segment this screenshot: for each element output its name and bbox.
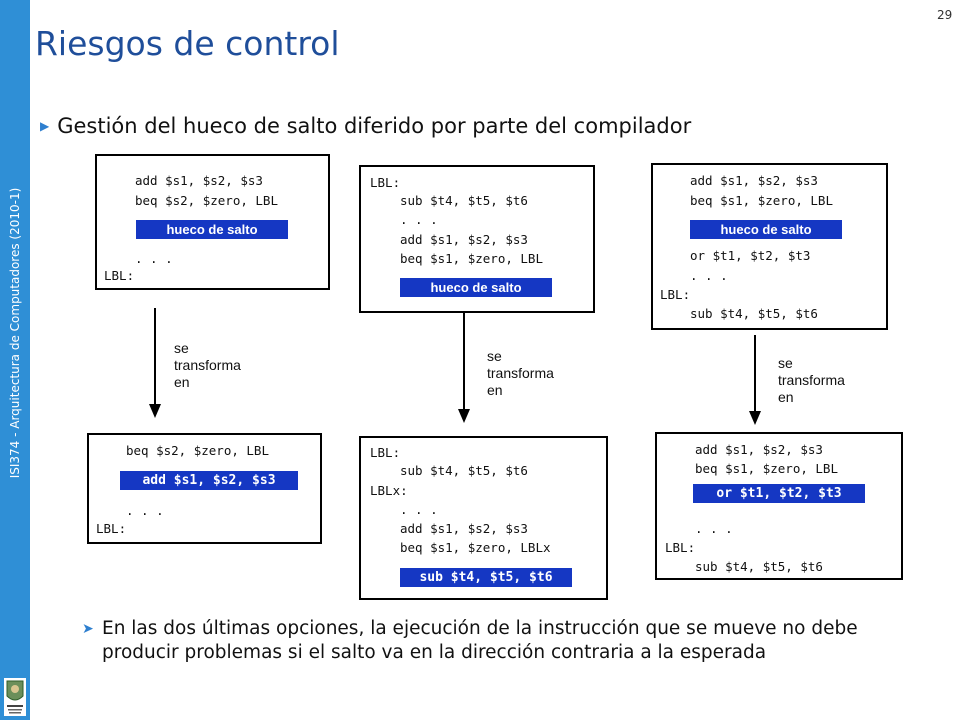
code-line: add $s1, $s2, $s3 — [400, 232, 528, 247]
moved-instruction-highlight: or $t1, $t2, $t3 — [693, 484, 865, 503]
sub-bullet-text: En las dos últimas opciones, la ejecución de la instrucción que se mueve no debe producir problemas si el salto va en la dirección contraria a la esperada — [102, 618, 858, 663]
code-line: . . . — [690, 268, 728, 283]
code-line: add $s1, $s2, $s3 — [690, 173, 818, 188]
transform-label: se transforma en — [174, 340, 241, 390]
moved-instruction-highlight: add $s1, $s2, $s3 — [120, 471, 298, 490]
code-line: LBL: — [660, 287, 691, 302]
code-line: sub $t4, $t5, $t6 — [695, 559, 823, 574]
delay-slot-highlight: hueco de salto — [400, 278, 552, 297]
chevron-right-icon: ➤ — [82, 621, 94, 637]
main-bullet — [40, 114, 691, 138]
main-bullet-text: Gestión del hueco de salto diferido por parte del compilador — [57, 114, 692, 138]
sidebar — [0, 0, 30, 720]
code-line: beq $s2, $zero, LBL — [126, 443, 269, 458]
bullet-triangle-icon: ▶ — [40, 119, 50, 133]
code-line: add $s1, $s2, $s3 — [400, 521, 528, 536]
transform-label: se transforma en — [778, 355, 845, 405]
code-line: beq $s1, $zero, LBLx — [400, 540, 551, 555]
code-line: . . . — [400, 212, 438, 227]
code-line: beq $s1, $zero, LBL — [690, 193, 833, 208]
down-arrow-icon — [148, 308, 162, 418]
code-line: sub $t4, $t5, $t6 — [690, 306, 818, 321]
code-line: . . . — [400, 502, 438, 517]
code-line: beq $s2, $zero, LBL — [135, 193, 278, 208]
university-logo-icon — [4, 678, 26, 716]
code-line: beq $s1, $zero, LBL — [400, 251, 543, 266]
code-line: . . . — [126, 503, 164, 518]
code-line: beq $s1, $zero, LBL — [695, 461, 838, 476]
moved-instruction-highlight: sub $t4, $t5, $t6 — [400, 568, 572, 587]
code-line: LBL: — [665, 540, 696, 555]
slide-title: Riesgos de control — [35, 24, 340, 63]
code-line: LBLx: — [370, 483, 408, 498]
down-arrow-icon — [457, 313, 471, 423]
code-line: LBL: — [96, 521, 127, 536]
code-line: . . . — [695, 521, 733, 536]
code-line: . . . — [135, 251, 173, 266]
code-line: LBL: — [370, 445, 401, 460]
code-line: sub $t4, $t5, $t6 — [400, 463, 528, 478]
page-number: 29 — [937, 8, 953, 22]
transform-label: se transforma en — [487, 348, 554, 398]
code-line: add $s1, $s2, $s3 — [135, 173, 263, 188]
course-label: ISI374 - Arquitectura de Computadores (2010-1) — [8, 187, 22, 479]
code-line: LBL: — [370, 175, 401, 190]
delay-slot-highlight: hueco de salto — [136, 220, 288, 239]
code-line: sub $t4, $t5, $t6 — [400, 193, 528, 208]
code-line: LBL: — [104, 268, 135, 283]
code-line: or $t1, $t2, $t3 — [690, 248, 811, 263]
delay-slot-highlight: hueco de salto — [690, 220, 842, 239]
code-line: add $s1, $s2, $s3 — [695, 442, 823, 457]
down-arrow-icon — [748, 335, 762, 425]
